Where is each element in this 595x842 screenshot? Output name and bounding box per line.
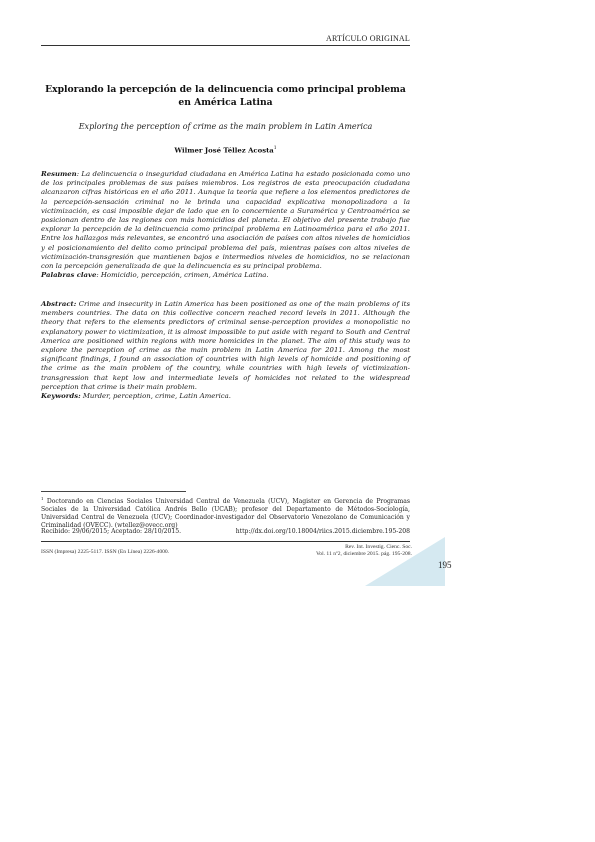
received-dates: Recibido: 29/06/2015; Aceptado: 28/10/2015.	[41, 528, 182, 535]
received-line	[41, 528, 410, 536]
page-corner-triangle	[365, 537, 445, 586]
resumen-label: Resumen	[41, 170, 77, 178]
keywords-label: Keywords:	[41, 392, 81, 401]
abstract-label: Abstract:	[41, 300, 77, 308]
resumen-text: : La delincuencia o inseguridad ciudadana en América Latina ha estado posicionada como uno de los principales problemas de sus países miembros. Los registros de esta preocupación ciudadana alcanzaron cifras históricas en el año 2011. Aunque la teoría que refiere a los elementos predictores de la percepción-sensación criminal no le brinda una capacidad explicativa monopolizadora a la victimización, es casi imposible dejar de lado que en lo concerniente a Suramérica y Centroamérica se posicionan dentro de las regiones con más homicidios del planeta. El objetivo del presente trabajo fue explorar la percepción de la delincuencia como principal problema en Latinoamérica para el año 2011. Entre los hallazgos más relevantes, se encontró una asociación de países con altos niveles de homicidios y el posicionamiento del delito como principal problema del país, mientras países con altos niveles de victimización-transgresión que mantienen bajos e intermedios niveles de homicidios, no se relacionan con la percepción generalizada de que la delincuencia es su principal problema.	[41, 170, 410, 271]
english-title: Exploring the perception of crime as the main problem in Latin America	[78, 122, 373, 131]
palabras-clave-label: Palabras clave	[41, 271, 97, 280]
keywords-text: Murder, perception, crime, Latin America.	[80, 392, 231, 401]
resumen-block	[41, 170, 410, 280]
header-rule	[41, 45, 410, 46]
page-corner-shape	[365, 537, 445, 586]
author-footnote-mark: 1	[273, 146, 277, 151]
footnote	[41, 495, 410, 530]
author-name	[41, 146, 410, 154]
journal-line-2: Vol. 11 nº2, diciembre 2015. pág. 195-208.	[315, 551, 412, 557]
footer-rule	[41, 541, 410, 542]
title-line-2: en América Latina	[178, 97, 273, 108]
author-name-text: Wilmer José Téllez Acosta	[174, 146, 274, 155]
section-label: ARTÍCULO ORIGINAL	[325, 34, 410, 43]
abstract-block	[41, 300, 410, 401]
abstract-text: Crime and insecurity in Latin America has been positioned as one of the main problems of its members countries. The data on this collective concern reached record levels in 2011. Although the theory that refers to the elements predictors of criminal sense-perception provides a monopolistic no explanatory power to victimization, it is almost impossible to put aside with regard to South and Central America are positioned within regions with more homicides in the planet. The aim of this study was to explore the perception of crime as the main problem in Latin America for 2011. Among the most significant findings, I found an association of countries with high levels of homicide and positioning of the crime as the main problem of the country, while countries with high levels of victimization-transgression that kept low and intermediate levels of homicides not related to the widespread perception that crime is their main problem.	[41, 300, 410, 391]
doi-link[interactable]: http://dx.doi.org/10.18004/riics.2015.diciembre.195-208	[235, 528, 410, 535]
article-title	[41, 83, 410, 109]
title-line-1: Explorando la percepción de la delincuencia como principal problema	[45, 84, 406, 95]
footnote-text: Doctorando en Ciencias Sociales Universidad Central de Venezuela (UCV), Magister en Gerencia de Programas Sociales de la Universidad Católica Andrés Bello (UCAB); profesor del Departamento de Métodos-Sociología, Universidad Central de Venezuela (UCV); Coordinador-investigador del Observatorio Venezolano de Comunicación y Criminalidad (OVECC). (wtellez@ovecc.org)	[41, 498, 410, 530]
page-number: 195	[438, 560, 452, 570]
footnote-rule	[41, 491, 186, 492]
palabras-clave-text: : Homicidio, percepción, crimen, América Latina.	[96, 271, 269, 280]
issn-info: ISSN (Impresa) 2225-5117. ISSN (En Línea) 2226-4000.	[41, 549, 170, 555]
footnote-mark: 1	[41, 496, 44, 501]
journal-line-1: Rev. Int. Investig. Cienc. Soc.	[345, 544, 412, 550]
